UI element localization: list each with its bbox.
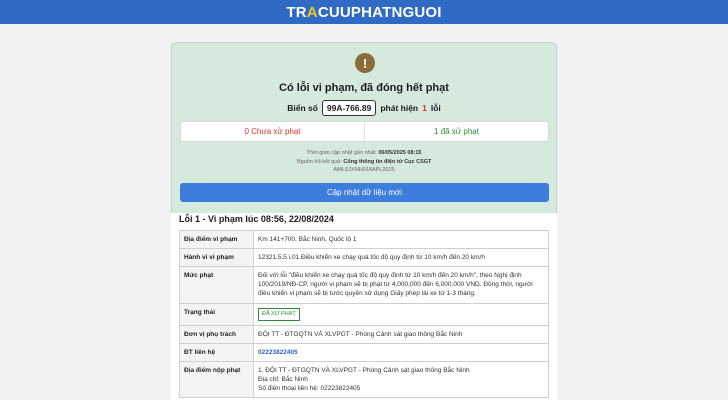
logo-text-2: CUUPHATNGUOI <box>317 3 442 21</box>
row-label: Hành vi vi phạm <box>180 249 254 267</box>
row-value <box>254 362 549 398</box>
last-updated <box>172 150 556 156</box>
table-row <box>180 304 549 326</box>
table-row <box>180 362 549 398</box>
updated-label: Thời gian cập nhật gần nhất: <box>306 150 377 156</box>
update-data-button[interactable]: Cập nhật dữ liệu mới <box>180 183 549 202</box>
table-row <box>180 249 549 267</box>
row-label: ĐT liên hệ <box>180 344 254 362</box>
row-value: ĐỘI TT - ĐTGQTN VÀ XLVPGT - Phòng Cảnh sát giao thông Bắc Ninh <box>254 326 549 344</box>
logo-text-accent: A <box>306 3 318 21</box>
top-header <box>0 0 728 24</box>
result-headline: Có lỗi vi phạm, đã đóng hết phạt <box>279 82 449 94</box>
row-label: Trạng thái <box>180 304 254 326</box>
result-summary-card <box>171 42 557 217</box>
violation-title: Lỗi 1 - Vi phạm lúc 08:56, 22/08/2024 <box>179 214 334 224</box>
row-value <box>254 344 549 362</box>
violation-table <box>179 230 549 398</box>
updated-value: 06/05/2025 08:15 <box>378 150 422 156</box>
source-value: Cổng thông tin điện tử Cục CSGT <box>343 159 432 165</box>
row-label: Mức phạt <box>180 267 254 304</box>
payplace-line: Số điện thoại liên hệ: 02223822405 <box>258 385 361 392</box>
source-label: Nguồn trả kết quả: <box>296 159 342 165</box>
row-label: Địa điểm vi phạm <box>180 231 254 249</box>
row-value: Đối với lỗi "điều khiển xe chạy quá tốc độ quy định từ 10 km/h đến 20 km/h", theo Nghị định 100/2019/NĐ-CP, người vi phạm sẽ bị phạt từ 4,000,000 đến 6,000,000 VND. Đồng thời, người điều khiển vi phạm sẽ bị tước quyền sử dụng Giấy phép lái xe từ 1-3 tháng. <box>254 267 549 304</box>
phone-link[interactable]: 02223822405 <box>258 349 298 356</box>
row-value <box>254 304 549 326</box>
table-row <box>180 344 549 362</box>
logo-text-1: TR <box>286 3 307 21</box>
payplace-line: 1. ĐỘI TT - ĐTGQTN VÀ XLVPGT - Phòng Cảnh sát giao thông Bắc Ninh <box>258 367 470 374</box>
plate-label: Biển số <box>287 103 318 113</box>
row-value: 12321.5.5.i.01.Điều khiển xe chạy quá tốc độ quy định từ 10 km/h đến 20 km/h <box>254 249 549 267</box>
found-suffix: lỗi <box>430 103 441 113</box>
found-count: 1 <box>422 103 427 113</box>
table-row <box>180 326 549 344</box>
paid-count-tab[interactable]: 1 đã xử phạt <box>434 127 479 136</box>
plate-line <box>172 100 556 116</box>
status-badge: ĐÃ XỬ PHẠT <box>258 308 300 321</box>
payplace-line: Địa chỉ: Bắc Ninh <box>258 376 308 383</box>
unpaid-count-tab[interactable]: 0 Chưa xử phạt <box>181 122 365 141</box>
lookup-code: AMLSJXNH918APL2025 <box>333 167 395 173</box>
exclamation-icon: ! <box>355 53 375 73</box>
site-logo[interactable] <box>286 4 441 21</box>
result-source <box>172 159 556 165</box>
violation-detail <box>171 213 557 400</box>
row-label: Đơn vị phụ trách <box>180 326 254 344</box>
row-value: Km 141+700, Bắc Ninh, Quốc lộ 1 <box>254 231 549 249</box>
found-prefix: phát hiện <box>380 103 419 113</box>
table-row <box>180 231 549 249</box>
plate-number: 99A-766.89 <box>322 100 376 116</box>
violation-counts <box>180 121 549 142</box>
row-label: Địa điểm nộp phạt <box>180 362 254 398</box>
table-row <box>180 267 549 304</box>
